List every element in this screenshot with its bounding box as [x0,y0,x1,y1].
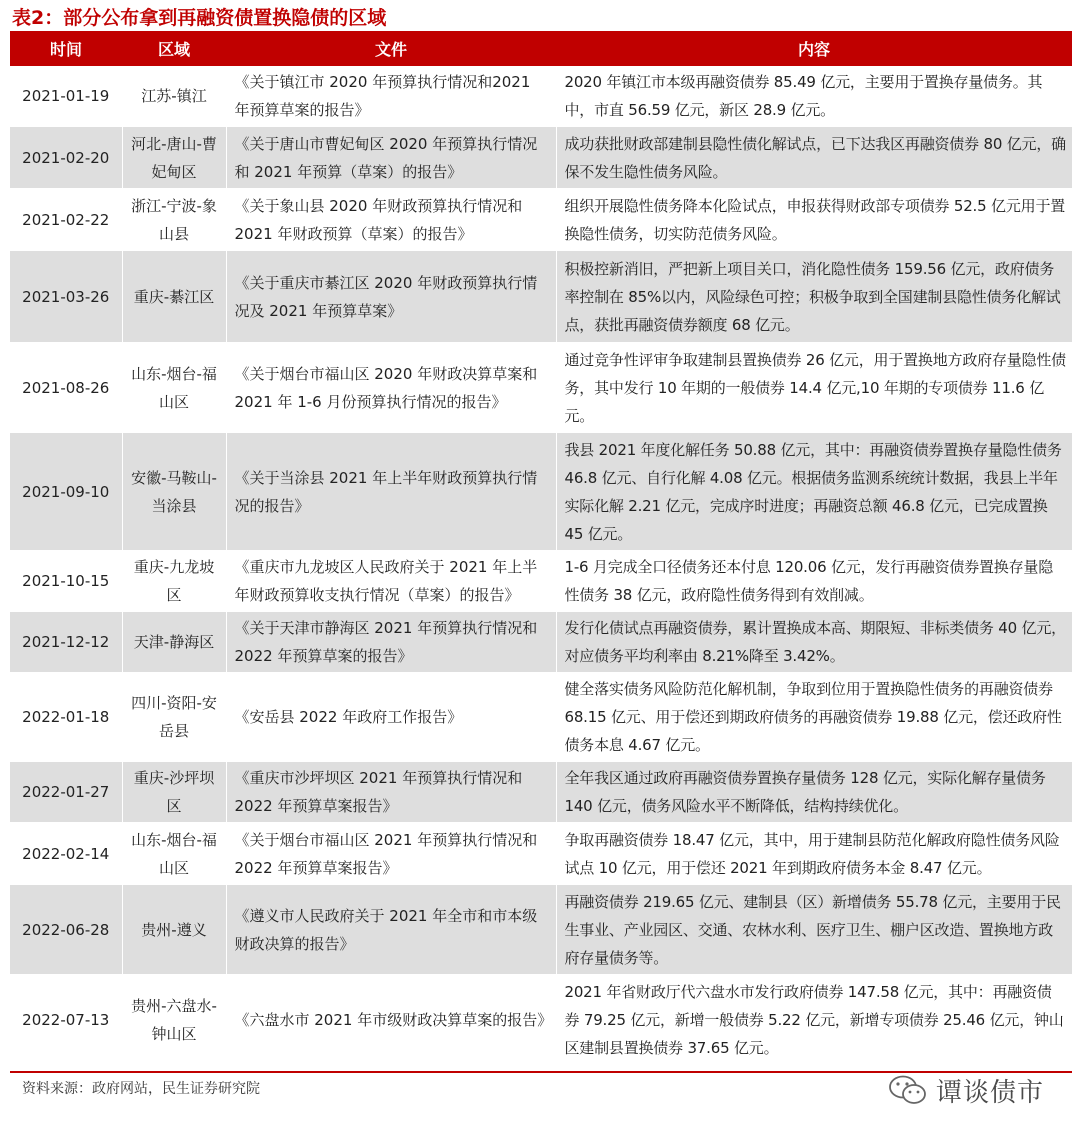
watermark-text: 谭谈债市 [935,1077,1044,1108]
row-region: 浙江-宁波-象山县 [122,189,226,251]
row-date: 2021-01-19 [10,66,122,127]
row-content: 健全落实债务风险防范化解机制，争取到位用于置换隐性债务的再融资债券 68.15 亿元、用于偿还到期政府债务的再融资债券 19.88 亿元，偿还政府性债务本息 4.67 亿元。 [556,673,1072,762]
row-file: 《关于烟台市福山区 2020 年财政决算草案和 2021 年 1-6 月份预算执行情况的报告》 [226,343,556,433]
watermark [888,1070,1044,1110]
row-region: 重庆-九龙坡区 [122,551,226,612]
row-region: 山东-烟台-福山区 [122,823,226,885]
header-region: 区域 [122,31,226,66]
row-date: 2022-01-27 [10,762,122,823]
table-row [10,673,1072,762]
row-region: 贵州-遵义 [122,885,226,975]
header-file: 文件 [226,31,556,66]
row-file: 《关于镇江市 2020 年预算执行情况和2021 年预算草案的报告》 [226,66,556,127]
row-region: 江苏-镇江 [122,66,226,127]
row-content: 发行化债试点再融资债券，累计置换成本高、期限短、非标类债务 40 亿元，对应债务平均利率由 8.21%降至 3.42%。 [556,612,1072,673]
data-table [10,31,1072,1065]
row-content: 再融资债券 219.65 亿元、建制县（区）新增债务 55.78 亿元，主要用于民生事业、产业园区、交通、农林水利、医疗卫生、棚户区改造、置换地方政府存量债务等。 [556,885,1072,975]
table-row [10,823,1072,885]
row-file: 《重庆市沙坪坝区 2021 年预算执行情况和2022 年预算草案报告》 [226,762,556,823]
table-title: 表2：部分公布拿到再融资债置换隐债的区域 [12,7,387,29]
row-file: 《关于重庆市綦江区 2020 年财政预算执行情况及 2021 年预算草案》 [226,251,556,343]
table-row [10,551,1072,612]
row-file: 《遵义市人民政府关于 2021 年全市和市本级财政决算的报告》 [226,885,556,975]
row-file: 《重庆市九龙坡区人民政府关于 2021 年上半年财政预算收支执行情况（草案）的报告》 [226,551,556,612]
table-row [10,975,1072,1065]
table-row [10,433,1072,551]
table-row [10,66,1072,127]
row-content: 全年我区通过政府再融资债券置换存量债务 128 亿元，实际化解存量债务 140 亿元，债务风险水平不断降低，结构持续优化。 [556,762,1072,823]
table-row [10,189,1072,251]
row-file: 《关于烟台市福山区 2021 年预算执行情况和 2022 年预算草案报告》 [226,823,556,885]
table-row [10,612,1072,673]
row-content: 成功获批财政部建制县隐性债化解试点，已下达我区再融资债券 80 亿元，确保不发生隐性债务风险。 [556,127,1072,189]
table-row [10,343,1072,433]
row-region: 安徽-马鞍山-当涂县 [122,433,226,551]
row-date: 2021-09-10 [10,433,122,551]
row-file: 《安岳县 2022 年政府工作报告》 [226,673,556,762]
row-region: 贵州-六盘水-钟山区 [122,975,226,1065]
row-content: 2021 年省财政厅代六盘水市发行政府债券 147.58 亿元，其中：再融资债券 79.25 亿元，新增一般债券 5.22 亿元，新增专项债券 25.46 亿元，钟山区建制县置换债券 37.65 亿元。 [556,975,1072,1065]
table-row [10,251,1072,343]
row-file: 《六盘水市 2021 年市级财政决算草案的报告》 [226,975,556,1065]
row-date: 2021-02-20 [10,127,122,189]
row-date: 2022-07-13 [10,975,122,1065]
row-content: 争取再融资债券 18.47 亿元，其中，用于建制县防范化解政府隐性债务风险试点 10 亿元，用于偿还 2021 年到期政府债务本金 8.47 亿元。 [556,823,1072,885]
row-date: 2022-06-28 [10,885,122,975]
row-file: 《关于唐山市曹妃甸区 2020 年预算执行情况和 2021 年预算（草案）的报告》 [226,127,556,189]
row-content: 积极控新消旧，严把新上项目关口，消化隐性债务 159.56 亿元，政府债务率控制在 85%以内，风险绿色可控；积极争取到全国建制县隐性债务化解试点，获批再融资债券额度 68 亿元。 [556,251,1072,343]
row-content: 1-6 月完成全口径债务还本付息 120.06 亿元，发行再融资债券置换存量隐性债务 38 亿元，政府隐性债务得到有效削减。 [556,551,1072,612]
header-date: 时间 [10,31,122,66]
table-row [10,885,1072,975]
row-file: 《关于象山县 2020 年财政预算执行情况和2021 年财政预算（草案）的报告》 [226,189,556,251]
row-region: 重庆-綦江区 [122,251,226,343]
row-content: 通过竞争性评审争取建制县置换债券 26 亿元，用于置换地方政府存量隐性债务，其中发行 10 年期的一般债券 14.4 亿元,10 年期的专项债券 11.6 亿元。 [556,343,1072,433]
table-row [10,762,1072,823]
row-region: 天津-静海区 [122,612,226,673]
row-region: 四川-资阳-安岳县 [122,673,226,762]
header-content: 内容 [556,31,1072,66]
row-date: 2021-08-26 [10,343,122,433]
row-content: 我县 2021 年度化解任务 50.88 亿元，其中：再融资债券置换存量隐性债务 46.8 亿元、自行化解 4.08 亿元。根据债务监测系统统计数据，我县上半年实际化解 2.21 亿元，完成序时进度；再融资总额 46.8 亿元，已完成置换 45 亿元。 [556,433,1072,551]
row-date: 2021-10-15 [10,551,122,612]
row-file: 《关于当涂县 2021 年上半年财政预算执行情况的报告》 [226,433,556,551]
row-region: 山东-烟台-福山区 [122,343,226,433]
row-date: 2022-01-18 [10,673,122,762]
header-row [10,31,1072,66]
row-file: 《关于天津市静海区 2021 年预算执行情况和 2022 年预算草案的报告》 [226,612,556,673]
wechat-icon [888,1073,928,1107]
row-region: 重庆-沙坪坝区 [122,762,226,823]
source-note: 资料来源：政府网站，民生证券研究院 [22,1081,260,1097]
row-content: 2020 年镇江市本级再融资债券 85.49 亿元，主要用于置换存量债务。其中，市直 56.59 亿元，新区 28.9 亿元。 [556,66,1072,127]
row-date: 2021-03-26 [10,251,122,343]
row-content: 组织开展隐性债务降本化险试点，申报获得财政部专项债券 52.5 亿元用于置换隐性债务，切实防范债务风险。 [556,189,1072,251]
row-date: 2021-02-22 [10,189,122,251]
table-row [10,127,1072,189]
row-date: 2021-12-12 [10,612,122,673]
row-region: 河北-唐山-曹妃甸区 [122,127,226,189]
row-date: 2022-02-14 [10,823,122,885]
